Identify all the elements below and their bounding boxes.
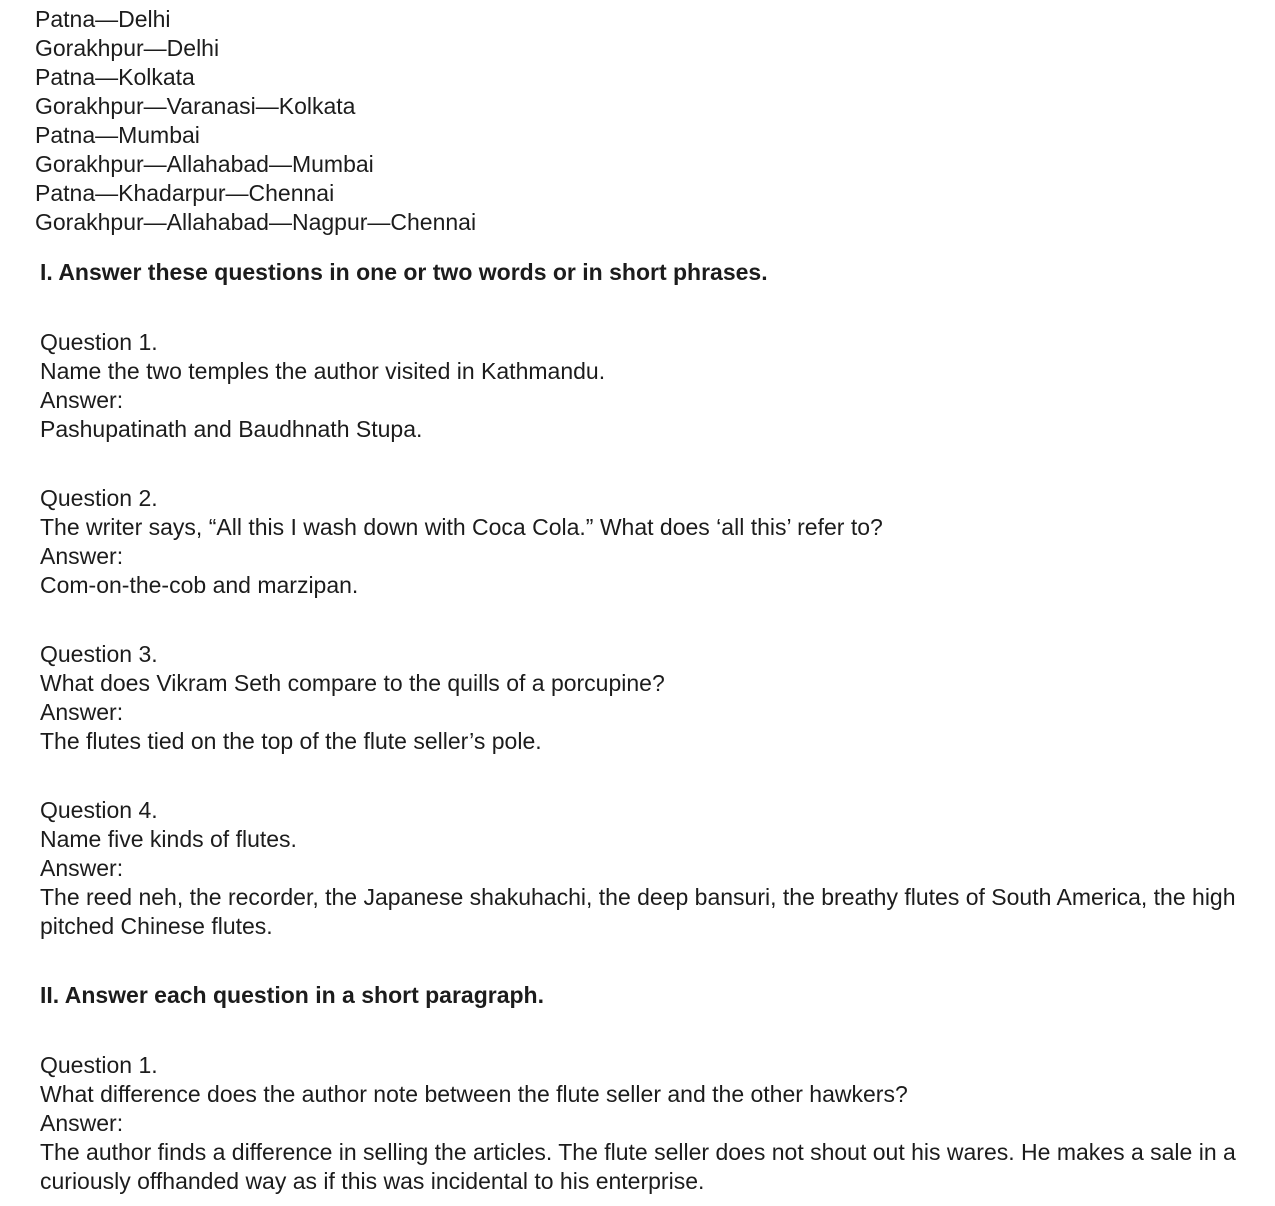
question-text: Name the two temples the author visited in Kathmandu. [40,358,606,384]
route-item: Patna—Khadarpur—Chennai [35,180,335,206]
route-item: Gorakhpur—Varanasi—Kolkata [35,93,356,119]
question-block [40,796,1255,941]
route-list [35,5,476,237]
answer-label: Answer: [40,699,124,725]
route-item: Gorakhpur—Delhi [35,35,220,61]
question-label: Question 4. [40,797,158,823]
answer-label: Answer: [40,543,124,569]
question-block [40,328,1255,444]
answer-text: The reed neh, the recorder, the Japanese shakuhachi, the deep bansuri, the breathy flutes of South America, the high pitched Chinese flutes. [40,884,1236,939]
question-text: The writer says, “All this I wash down with Coca Cola.” What does ‘all this’ refer to? [40,514,883,540]
question-label: Question 1. [40,1052,158,1078]
question-text: Name five kinds of flutes. [40,826,297,852]
route-item: Patna—Mumbai [35,122,200,148]
question-block [40,484,1255,600]
question-block [40,640,1255,756]
answer-label: Answer: [40,387,124,413]
route-item: Patna—Delhi [35,6,171,32]
section-heading: I. Answer these questions in one or two words or in short phrases. [40,259,768,285]
answer-text: The author finds a difference in selling the articles. The flute seller does not shout out his wares. He makes a sale in a curiously offhanded way as if this was incidental to his enterprise. [40,1139,1236,1194]
question-block [40,1051,1255,1196]
route-item: Patna—Kolkata [35,64,195,90]
route-item: Gorakhpur—Allahabad—Mumbai [35,151,374,177]
answer-text: The flutes tied on the top of the flute seller’s pole. [40,728,542,754]
qa-content [40,258,1255,1196]
question-label: Question 3. [40,641,158,667]
answer-text: Com-on-the-cob and marzipan. [40,572,359,598]
question-label: Question 2. [40,485,158,511]
section-heading: II. Answer each question in a short paragraph. [40,982,544,1008]
question-text: What does Vikram Seth compare to the quills of a porcupine? [40,670,665,696]
question-text: What difference does the author note between the flute seller and the other hawkers? [40,1081,908,1107]
answer-label: Answer: [40,1110,124,1136]
answer-text: Pashupatinath and Baudhnath Stupa. [40,416,423,442]
answer-label: Answer: [40,855,124,881]
question-label: Question 1. [40,329,158,355]
route-item: Gorakhpur—Allahabad—Nagpur—Chennai [35,209,477,235]
